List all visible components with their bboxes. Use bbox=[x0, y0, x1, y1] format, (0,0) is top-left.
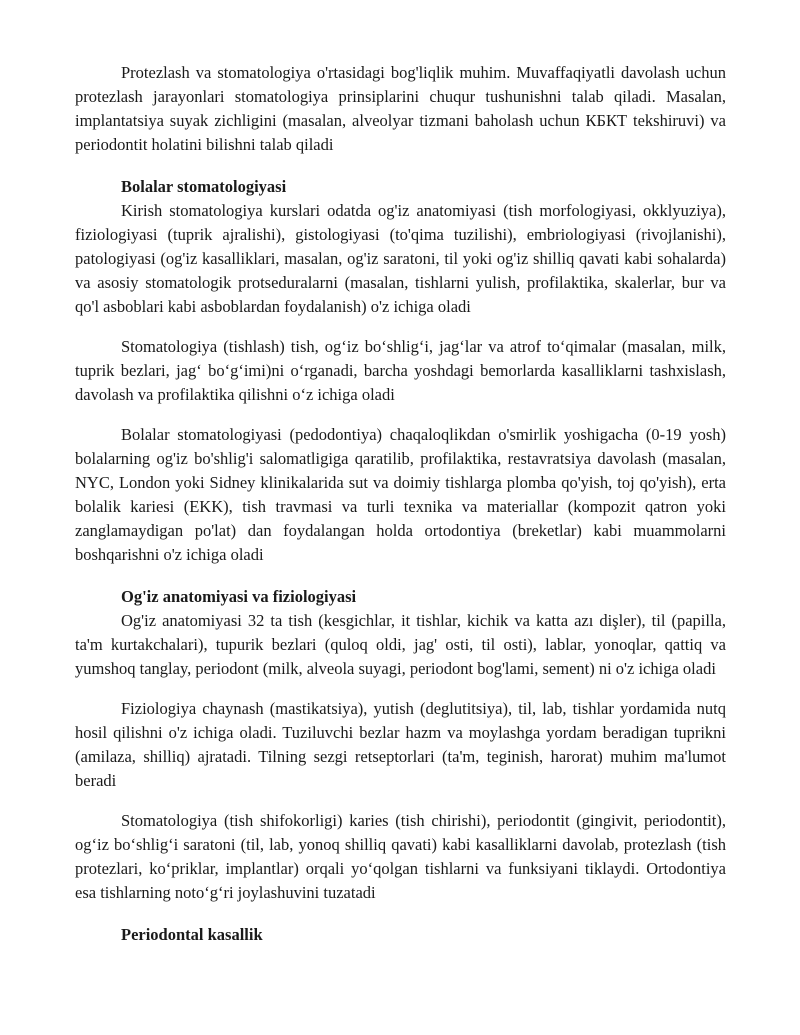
paragraph-dental-treatment: Stomatologiya (tish shifokorligi) karies (tish chirishi), periodontit (gingivit, periodontit), og‘iz bo‘shlig‘i saratoni (til, lab, yonoq shilliq qavati) kabi kasalliklarni davolab, protezlash (tish protezlari, ko‘priklar, implantlar) orqali yo‘qolgan tishlarni va funksiyani tiklaydi. Ortodontiya esa tishlarning noto‘g‘ri joylashuvini tuzatadi bbox=[75, 811, 726, 902]
paragraph-intro-courses: Kirish stomatologiya kurslari odatda og'iz anatomiyasi (tish morfologiyasi, okklyuziya), fiziologiyasi (tuprik ajralishi), gistologiyasi (to'qima tuzilishi), embriologiyasi (rivojlanishi), patologiyasi (og'iz kasalliklari, masalan, og'iz saratoni, til yoki og'iz shilliq qavati kabi sohalarda) va asosiy stomatologik protseduralarni (masalan, tishlarni yulish, profilaktika, skalerlar, bur va qo'l asboblari kabi asboblardan foydalanish) o'z ichiga oladi bbox=[75, 201, 726, 316]
heading-oral-anatomy-physiology: Og'iz anatomiyasi va fiziologiyasi bbox=[121, 587, 357, 606]
document-page bbox=[75, 61, 726, 947]
paragraph-pedodontics: Bolalar stomatologiyasi (pedodontiya) chaqaloqlikdan o'smirlik yoshigacha (0-19 yosh) bolalarning og'iz bo'shlig'i salomatligiga qaratilib, profilaktika, restavratsiya davolash (masalan, NYC, London yoki Sidney klinikalarida sut va doimiy tishlarga plomba qo'yish, toj qo'yish), erta bolalik kariesi (EKK), tish travmasi va turli texnika va materiallar (kompozit qatron yoki zanglamaydigan po'lat) dan foydalangan holda ortodontiya (breketlar) kabi muammolarni boshqarishni o'z ichiga oladi bbox=[75, 425, 726, 564]
paragraph-oral-anatomy: Og'iz anatomiyasi 32 ta tish (kesgichlar, it tishlar, kichik va katta azı dişler), til (papilla, ta'm kurtakchalari), tupurik bezlari (quloq oldi, jag' osti, til osti), lablar, yonoqlar, qattiq va yumshoq tanglay, periodont (milk, alveola suyagi, periodont bog'lami, sement) ni o'z ichiga oladi bbox=[75, 611, 726, 678]
paragraph-physiology: Fiziologiya chaynash (mastikatsiya), yutish (deglutitsiya), til, lab, tishlar yordamida nutq hosil qilishni o'z ichiga oladi. Tuziluvchi bezlar hazm va moylashga yordam beradigan tuprikni (amilaza, shilliq) ajratadi. Tilning sezgi retseptorlari (ta'm, teginish, harorat) muhim ma'lumot beradi bbox=[75, 699, 726, 790]
paragraph-dentistry-definition: Stomatologiya (tishlash) tish, og‘iz bo‘shlig‘i, jag‘lar va atrof to‘qimalar (masalan, milk, tuprik bezlari, jag‘ bo‘g‘imi)ni o‘rganadi, barcha yoshdagi bemorlarda kasalliklarni tashxislash, davolash va profilaktika qilishni o‘z ichiga oladi bbox=[75, 337, 726, 404]
paragraph-prosthetics-relation: Protezlash va stomatologiya o'rtasidagi bog'liqlik muhim. Muvaffaqiyatli davolash uchun protezlash jarayonlari stomatologiya prinsiplarini chuqur tushunishni talab qiladi. Masalan, implantatsiya suyak zichligini (masalan, alveolyar tizmani baholash uchun КБКТ tekshiruvi) va periodontit holatini bilishni talab qiladi bbox=[75, 63, 726, 154]
heading-periodontal-disease: Periodontal kasallik bbox=[121, 925, 263, 944]
heading-pediatric-dentistry: Bolalar stomatologiyasi bbox=[121, 177, 287, 196]
